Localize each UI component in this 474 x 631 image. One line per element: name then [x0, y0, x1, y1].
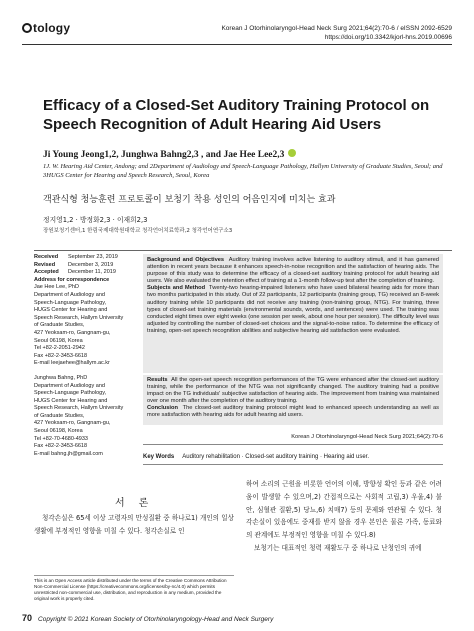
abstract-sm: Subjects and Method Twenty-two hearing-impaired listeners who have used bilateral hearing aids for more than two months participated in this study. Out of 22 participants, 12 participants (training group, TG) received an 8-week auditory training while 10 participants did not receive any training (non-training group, NTG). For training, three types of closed-set training materials (environmental sounds, words, and sentences) were used. The training was conducted eight times over eight weeks (one session per week, about one hour per session). The difficulty level was adjusted by controlling the number of closed-set choices and the signal-to-noise ratios. To determine the efficacy of training, open-set speech recognition abilities and subjective hearing aid satisfaction were evaluated. [147, 285, 440, 334]
email-link[interactable]: E-mail leejaehee@hallym.ac.kr [34, 360, 110, 367]
logo-o-icon [22, 23, 32, 33]
korean-affiliations: 장원보청기센터,1 한림국제대학원대학교 청각언어치료학과,2 청각언어연구소3 [43, 228, 233, 234]
keywords-rule [143, 464, 443, 465]
license-note: This is an Open Access article distributed under the terms of the Creative Commons Attribution Non-Commercial License (https://creativecommons.org/licenses/by-nc/4.0) which permits unrestricted non-commercial use, distribution, and reproduction in any medium, provided the original work is properly cited. [34, 575, 234, 602]
correspondence-2: Junghwa Bahng, PhD Department of Audiology and Speech-Language Pathology, HUGS Center for Hearing and Speech Research, Hallym University of Graduate Studies, 427 Yeoksam-ro, Gangnam-gu, Seoul 06198, Korea Tel +82-70-4680-4933 Fax +82-2-3453-6618 E-mail bahng.jh@gmail.com [34, 375, 140, 459]
email-link[interactable]: E-mail bahng.jh@gmail.com [34, 450, 103, 457]
page-footer [22, 613, 273, 623]
citation-rule [143, 444, 443, 445]
revised-date: Revised December 3, 2019 [34, 261, 114, 268]
section-rule [34, 250, 452, 251]
orcid-icon[interactable] [288, 149, 296, 157]
body-column-left: 청각손실은 65세 이상 고령자의 만성질환 중 하나로1) 개인의 일상생활에 부정적인 영향을 미칠 수 있다. 청각손실로 인 [34, 514, 234, 535]
korean-authors: 정지영1,2 · 방정화2,3 · 이재희2,3 [43, 216, 148, 224]
body-column-right [246, 478, 442, 555]
correspondence-label: Address for correspondence [34, 276, 110, 283]
correspondence-1: Jae Hee Lee, PhD Department of Audiology and Speech-Language Pathology, HUGS Center for Hearing and Speech Research, Hallym University of Graduate Studies, 427 Yeoksam-ro, Gangnam-gu, Seoul 06198, Korea Tel +82-2-2051-2942 Fax +82-2-3453-6618 E-mail leejaehee@hallym.ac.kr [34, 284, 140, 368]
abstract-conclusion: Conclusion The closed-set auditory training protocol might lead to enhanced speech understanding as well as more satisfaction with hearing aids for adult hearing aid users. [147, 405, 439, 419]
paragraph: 보청기는 대표적인 청력 재활도구 중 하나로 난청인의 귀에 [254, 543, 422, 552]
page-number: 70 [22, 613, 33, 623]
author-list: Ji Young Jeong1,2, Junghwa Bahng2,3 , and Jae Hee Lee2,3 [43, 149, 297, 160]
copyright: Copyright © 2021 Korean Society of Otorhinolaryngology-Head and Neck Surgery [38, 616, 274, 623]
journal-logo: tology [22, 21, 70, 35]
section-heading: 서론 [115, 498, 163, 509]
paragraph: 하여 소리의 근원을 비롯한 언어의 이해, 방향성 확인 등과 같은 어려움이 발생할 수 있으며,2) 간접적으로는 사회적 고립,3) 우울,4) 불안, 심혈관 질환,5) 당뇨,6) 치매7) 등의 문제와 연관될 수 있다. 청각손실이 있음에도 중재를 받지 않을 경우 본인은 물론 가족, 동료와의 관계에도 부정적인 영향을 미칠 수 있다.8) [246, 480, 442, 540]
keywords: Key Words Auditory rehabilitation · Closed-set auditory training · Hearing aid user. [143, 454, 369, 460]
korean-title: 객관식형 청능훈련 프로토콜이 보청기 착용 성인의 어음인지에 미치는 효과 [43, 195, 336, 205]
accepted-date: Accepted December 11, 2019 [34, 269, 116, 276]
doi-link[interactable]: https://doi.org/10.3342/kjorl-hns.2019.00696 [324, 34, 452, 41]
article-title: Efficacy of a Closed-Set Auditory Training Protocol on Speech Recognition of Adult Hearing Aid Users [43, 97, 430, 133]
article-info-sidebar [34, 254, 140, 458]
journal-header [221, 24, 452, 42]
abstract-box [143, 254, 443, 373]
abstract-citation: Korean J Otorhinolaryngol-Head Neck Surg 2021;64(2):70-6 [291, 434, 443, 440]
affiliations: 1J. W. Hearing Aid Center, Andong; and 2Department of Audiology and Speech-Language Pathology, Hallym University of Graduate Studies, Seoul; and 3HUGS Center for Hearing and Speech Research, Seoul, Korea [43, 163, 443, 179]
received-date: Received September 23, 2019 [34, 254, 118, 260]
abstract-bo: Background and Objectives Auditory training involves active listening to auditory stimuli, and it has garnered attention in recent years because it enhances speech-in-noise recognition and the satisfaction of hearing aids. The purpose of this study was to determine the efficacy of a closed-set auditory training protocol for adult hearing aid users. We also evaluated the retention effect of training at a 1-month follow-up test after the completion of training. [147, 257, 439, 285]
abstract-box-continued [143, 375, 443, 425]
abstract-results: Results All the open-set speech recognition performances of the TG were enhanced after the closed-set auditory training, while the performance of the NTG was not significantly changed. The auditory training had a positive impact on the TG individuals' subjective satisfaction of hearing aids. The improvement from training was maintained over one month after the completion of the auditory training. [147, 377, 439, 405]
journal-citation-line: Korean J Otorhinolaryngol-Head Neck Surg 2021;64(2):70-6 / eISSN 2092-6529 [221, 25, 452, 32]
header-rule [22, 44, 452, 45]
